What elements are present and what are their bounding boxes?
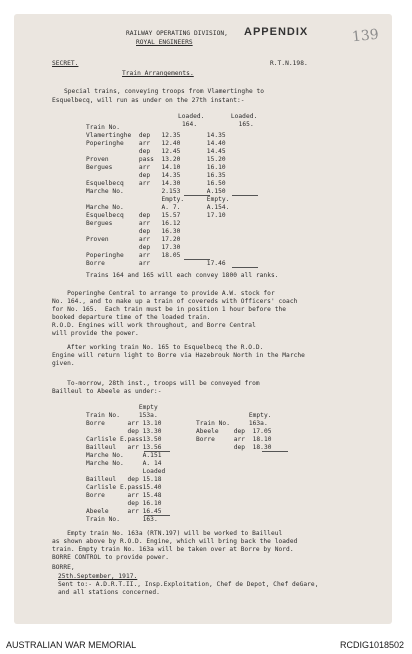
- table2-left-row: Carlisle E.pass15.40: [86, 484, 162, 491]
- table1-row: Esquelbecq dep 15.57 17.10: [86, 212, 226, 219]
- table1-row: Marche No. 2.153 A.150: [86, 188, 226, 195]
- paragraph-line: given.: [52, 360, 75, 367]
- table2-right-row: Borre arr 18.10: [196, 436, 272, 443]
- folio-number: 139: [351, 26, 380, 46]
- table2-left-row: Train No. 153a.: [86, 412, 158, 419]
- archive-name: AUSTRALIAN WAR MEMORIAL: [6, 640, 137, 650]
- document-title: Train Arrangements.: [122, 70, 194, 77]
- table2-left-row: Carlisle E.pass13.50: [86, 436, 162, 443]
- paragraph-line: booked departure time of the loaded train.: [52, 314, 211, 321]
- table1-row: dep 17.30: [86, 244, 181, 251]
- table2-left-row: Bailleul dep 15.18: [86, 476, 162, 483]
- underline: [232, 195, 258, 196]
- paragraph-line: BORRE CONTROL to provide power.: [52, 554, 170, 561]
- signoff-place: BORRE,: [52, 564, 75, 571]
- engineers-heading: ROYAL ENGINEERS: [136, 39, 193, 46]
- table2-left-row: Bailleul arr 13.56: [86, 444, 162, 451]
- convey-paragraph: Trains 164 and 165 will each convey 1800 all ranks.: [86, 272, 279, 279]
- underline: [144, 451, 170, 452]
- paragraph-line: will provide the power.: [52, 330, 139, 337]
- table1-row: Poperinghe arr 12.40 14.40: [86, 140, 226, 147]
- underline: [184, 259, 210, 260]
- secret-label: SECRET.: [52, 60, 79, 67]
- table1-row: Esquelbecq arr 14.30 16.50: [86, 180, 226, 187]
- intro-line: Esquelbecq, will run as under on the 27th instant:-: [52, 97, 245, 104]
- table1-row: Proven arr 17.20: [86, 236, 181, 243]
- table1-row: Marche No. A. 7. A.154.: [86, 204, 230, 211]
- paragraph-line: No. 164., and to make up a train of covereds with Officers' coach: [52, 298, 298, 305]
- table1-row: Bergues arr 16.12: [86, 220, 181, 227]
- paragraph-line: for No. 165. Each train must be in position 1 hour before the: [52, 306, 287, 313]
- paragraph-line: Empty train No. 163a (RTN.197) will be worked to Bailleul: [52, 530, 283, 537]
- underline: [144, 515, 170, 516]
- table1-row: dep 16.30: [86, 228, 181, 235]
- table2-left-row: Train No. 163.: [86, 516, 158, 523]
- table2-left-row: Abeele arr 16.45: [86, 508, 162, 515]
- table1-head-numbers: 164. 165.: [182, 121, 254, 128]
- distribution-line: Sent to:- A.D.R.T.II., Insp.Exploitation, Chef de Depot, Chef deGare,: [58, 581, 319, 588]
- table1-row: Vlamertinghe dep 12.35 14.35: [86, 132, 226, 139]
- table2-left-row: Marche No. A.151: [86, 452, 162, 459]
- table2-left-row: Borre arr 15.48: [86, 492, 162, 499]
- paragraph-line: train. Empty train No. 163a will be taken over at Borre by Nord.: [52, 546, 294, 553]
- paragraph-line: Engine will return light to Borre via Hazebrouk North in the Marche: [52, 352, 305, 359]
- signoff-date: 25th.September, 1917.: [58, 573, 138, 580]
- table2-right-row: Abeele dep 17.05: [196, 428, 272, 435]
- appendix-stamp: APPENDIX: [244, 26, 309, 38]
- table2-left-row: dep 13.30: [86, 428, 162, 435]
- table2-left-row: Empty: [86, 404, 158, 411]
- paragraph-line: Bailleul to Abeele as under:-: [52, 388, 162, 395]
- paragraph-line: To-morrow, 28th inst., troops will be conveyed from: [52, 380, 260, 387]
- paragraph-line: R.O.D. Engines will work throughout, and Borre Central: [52, 322, 256, 329]
- underline: [262, 451, 288, 452]
- table1-row: dep 14.35 16.35: [86, 172, 226, 179]
- table2-right-row: dep 18.30: [196, 444, 272, 451]
- table1-row: Empty. Empty.: [86, 196, 230, 203]
- division-heading: RAILWAY OPERATING DIVISION,: [126, 30, 228, 37]
- table2-left-row: Marche No. A. 14: [86, 460, 162, 467]
- table1-row: Train No.: [86, 124, 120, 131]
- table1-row: Poperinghe arr 18.05: [86, 252, 181, 259]
- underline: [232, 267, 258, 268]
- table2-right-row: Empty.: [196, 412, 272, 419]
- table1-row: Proven pass 13.20 15.20: [86, 156, 226, 163]
- table1-row: Borre arr 17.46: [86, 260, 226, 267]
- table1-row: dep 12.45 14.45: [86, 148, 226, 155]
- table1-head-loaded: Loaded. Loaded.: [178, 113, 258, 120]
- archive-footer: [0, 624, 412, 654]
- table2-left-row: Loaded: [86, 468, 166, 475]
- paragraph-line: Poperinghe Central to arrange to provide A.W. stock for: [52, 290, 275, 297]
- paragraph-line: as shown above by R.O.D. Engine, which will bring back the loaded: [52, 538, 298, 545]
- archive-id: RCDIG1018502: [339, 640, 404, 650]
- table2-left-row: dep 16.10: [86, 500, 162, 507]
- intro-line: Special trains, conveying troops from Vlamertinghe to: [64, 88, 265, 95]
- table2-right-row: Train No. 163a.: [196, 420, 268, 427]
- underline: [184, 195, 210, 196]
- paragraph-line: After working train No. 165 to Esquelbecq the R.O.D.: [52, 344, 264, 351]
- distribution-line: and all stations concerned.: [58, 589, 160, 596]
- reference-number: R.T.N.198.: [270, 60, 308, 67]
- table2-left-row: Borre arr 13.10: [86, 420, 162, 427]
- table1-row: Bergues arr 14.10 16.10: [86, 164, 226, 171]
